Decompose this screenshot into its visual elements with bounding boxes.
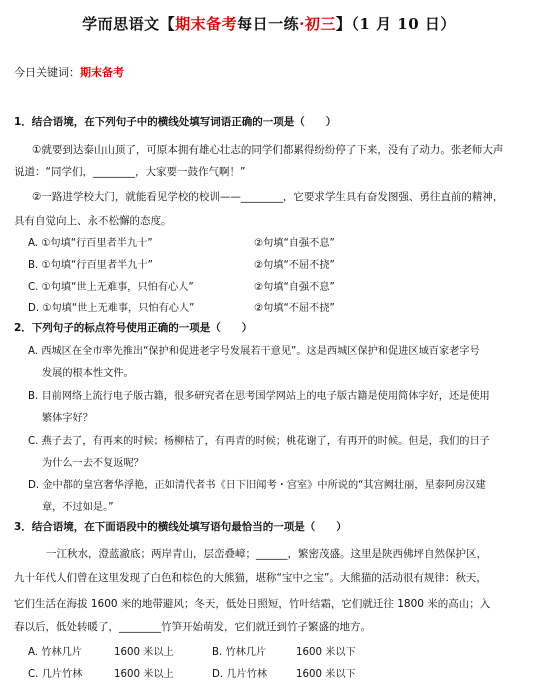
q3-option-c: C. 几片竹林 <box>28 669 83 680</box>
q1-option-b: B. ①句填“行百里者半九十” <box>28 260 153 271</box>
title-dot: · <box>299 15 305 33</box>
q3-passage-line1: 一江秋水，澄蓝澈底；两岸青山，层峦叠嶂；______，繁密茂盛。这里是陕西佛坪自然保护区， <box>46 548 487 560</box>
q2-option-c-line2: 为什么一去不复返呢？ <box>42 458 144 469</box>
q1-option-c: C. ①句填“世上无难事，只怕有心人” <box>28 282 194 293</box>
keyword-line <box>14 64 124 80</box>
q1-option-c-right: ②句填“自强不息” <box>254 282 335 293</box>
title-bracket-close: 】 <box>335 15 352 33</box>
q3-option-d-value: 1600 米以下 <box>296 669 356 680</box>
title-grade: 初三 <box>304 15 336 33</box>
q1-option-b-right: ②句填“不屈不挠” <box>254 260 335 271</box>
q3-option-a: A. 竹林几片 <box>28 647 83 658</box>
q3-stem: 3．结合语境，在下面语段中的横线处填写语句最恰当的一项是（ ） <box>14 521 347 533</box>
keyword-label: 今日关键词： <box>14 66 80 79</box>
q1-option-a: A. ①句填“行百里者半九十” <box>28 238 153 249</box>
q2-stem: 2．下列句子的标点符号使用正确的一项是（ ） <box>14 322 253 334</box>
q2-option-d-line2: 章，不过如是。” <box>42 502 114 513</box>
q1-sentence2-line2: 具有自觉向上、永不松懈的态度。 <box>14 215 172 227</box>
q2-option-b-line2: 繁体字好？ <box>42 413 93 424</box>
q1-option-a-right: ②句填“自强不息” <box>254 238 335 249</box>
q1-sentence2-line1: ②一路进学校大门，就能看见学校的校训——________，它要求学生具有奋发图强、勇往直前的精神， <box>32 191 504 203</box>
title-prefix: 学而思语文 <box>82 15 160 33</box>
page-title <box>0 13 538 34</box>
q3-option-d: D. 几片竹林 <box>212 669 268 680</box>
q3-option-c-value: 1600 米以上 <box>114 669 174 680</box>
title-middle: 每日一练 <box>237 15 300 33</box>
q2-option-a-line2: 发展的根本性文件。 <box>42 368 134 379</box>
q3-passage-line4: 春以后，低处转暖了，________竹笋开始萌发，它们就迁到竹子繁盛的地方。 <box>14 621 371 633</box>
title-highlight: 期末备考 <box>175 15 238 33</box>
q3-passage-line2: 九十年代人们曾在这里发现了白色和棕色的大熊猫，堪称“宝中之宝”。大熊猫的活动很有规律：秋天， <box>14 572 487 584</box>
title-date: （1 月 10 日） <box>351 15 456 33</box>
q3-option-b-value: 1600 米以下 <box>296 647 356 658</box>
title-bracket-open: 【 <box>159 15 176 33</box>
q1-stem: 1．结合语境，在下列句子中的横线处填写词语正确的一项是（ ） <box>14 116 337 128</box>
q1-sentence1-line1: ①就要到达泰山山顶了，可原本拥有雄心壮志的同学们都累得纷纷停了下来，没有了动力。张老师大声 <box>32 144 504 156</box>
q1-option-d-right: ②句填“不屈不挠” <box>254 303 335 314</box>
q3-option-b: B. 竹林几片 <box>212 647 267 658</box>
q2-option-a-line1: A. 西城区在全市率先推出“保护和促进老字号发展若干意见”。这是西城区保护和促进区域百家老字号 <box>28 346 480 357</box>
q3-passage-line3: 它们生活在海拔 1600 米的地带避风；冬天，低处日照短，竹叶结霜，它们就迁往 1800 米的高山；入 <box>14 598 491 610</box>
q2-option-b-line1: B. 目前网络上流行电子版古籍，很多研究者在思考国学网站上的电子版古籍是使用简体字好，还是使用 <box>28 391 490 402</box>
q2-option-c-line1: C. 燕子去了，有再来的时候；杨柳枯了，有再青的时候；桃花谢了，有再开的时候。但是，我们的日子 <box>28 436 490 447</box>
q1-option-d: D. ①句填“世上无难事，只怕有心人” <box>28 303 195 314</box>
keyword-value: 期末备考 <box>80 66 124 79</box>
q3-option-a-value: 1600 米以上 <box>114 647 174 658</box>
q2-option-d-line1: D. 金中都的皇宫奢华浮艳，正如清代者书《日下旧闻考・宫室》中所说的“其宫阙壮丽，星泰阿房汉建 <box>28 480 486 491</box>
q1-sentence1-line2: 说道：“同学们，________，大家要一鼓作气啊！” <box>14 166 246 178</box>
